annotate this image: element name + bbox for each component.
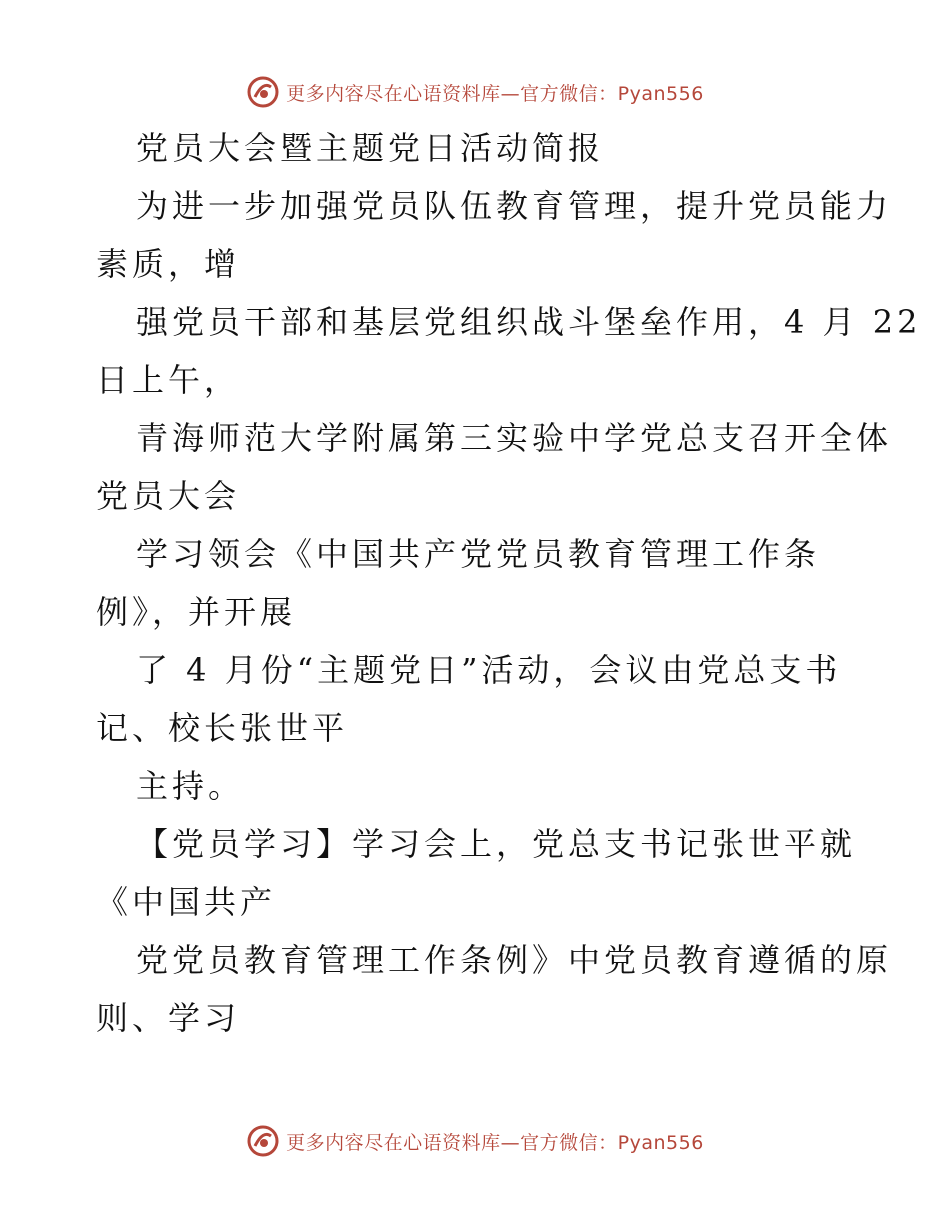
paragraph-line: 学习领会《中国共产党党员教育管理工作条	[136, 535, 821, 573]
paragraph-line: 《中国共产	[96, 883, 277, 921]
paragraph-line: 党党员教育管理工作条例》中党员教育遵循的原	[136, 941, 893, 979]
paragraph-line: 则、学习	[96, 999, 241, 1037]
paragraph-line: 【党员学习】学习会上，党总支书记张世平就	[136, 825, 857, 863]
paragraph-line: 主持。	[136, 767, 245, 805]
seal-logo-icon	[246, 75, 280, 109]
paragraph-line: 记、校长张世平	[96, 709, 349, 747]
watermark-text: 更多内容尽在心语资料库—官方微信：Pyan556	[286, 1131, 704, 1154]
paragraph-line: 党员大会	[96, 477, 241, 515]
paragraph-line: 日上午，	[96, 361, 241, 399]
paragraph-line: 了 4 月份“主题党日”活动，会议由党总支书	[136, 651, 842, 689]
paragraph-line: 例》，并开展	[96, 593, 297, 631]
footer-watermark	[0, 1121, 950, 1161]
document-title: 党员大会暨主题党日活动简报	[136, 129, 605, 167]
seal-logo-icon	[246, 1124, 280, 1158]
paragraph-line: 为进一步加强党员队伍教育管理，提升党员能力	[136, 187, 893, 225]
paragraph-line: 素质，增	[96, 245, 241, 283]
paragraph-line: 青海师范大学附属第三实验中学党总支召开全体	[136, 419, 893, 457]
paragraph-line: 强党员干部和基层党组织战斗堡垒作用，4 月 22	[136, 303, 922, 341]
header-watermark	[0, 72, 950, 112]
watermark-text: 更多内容尽在心语资料库—官方微信：Pyan556	[286, 82, 704, 105]
